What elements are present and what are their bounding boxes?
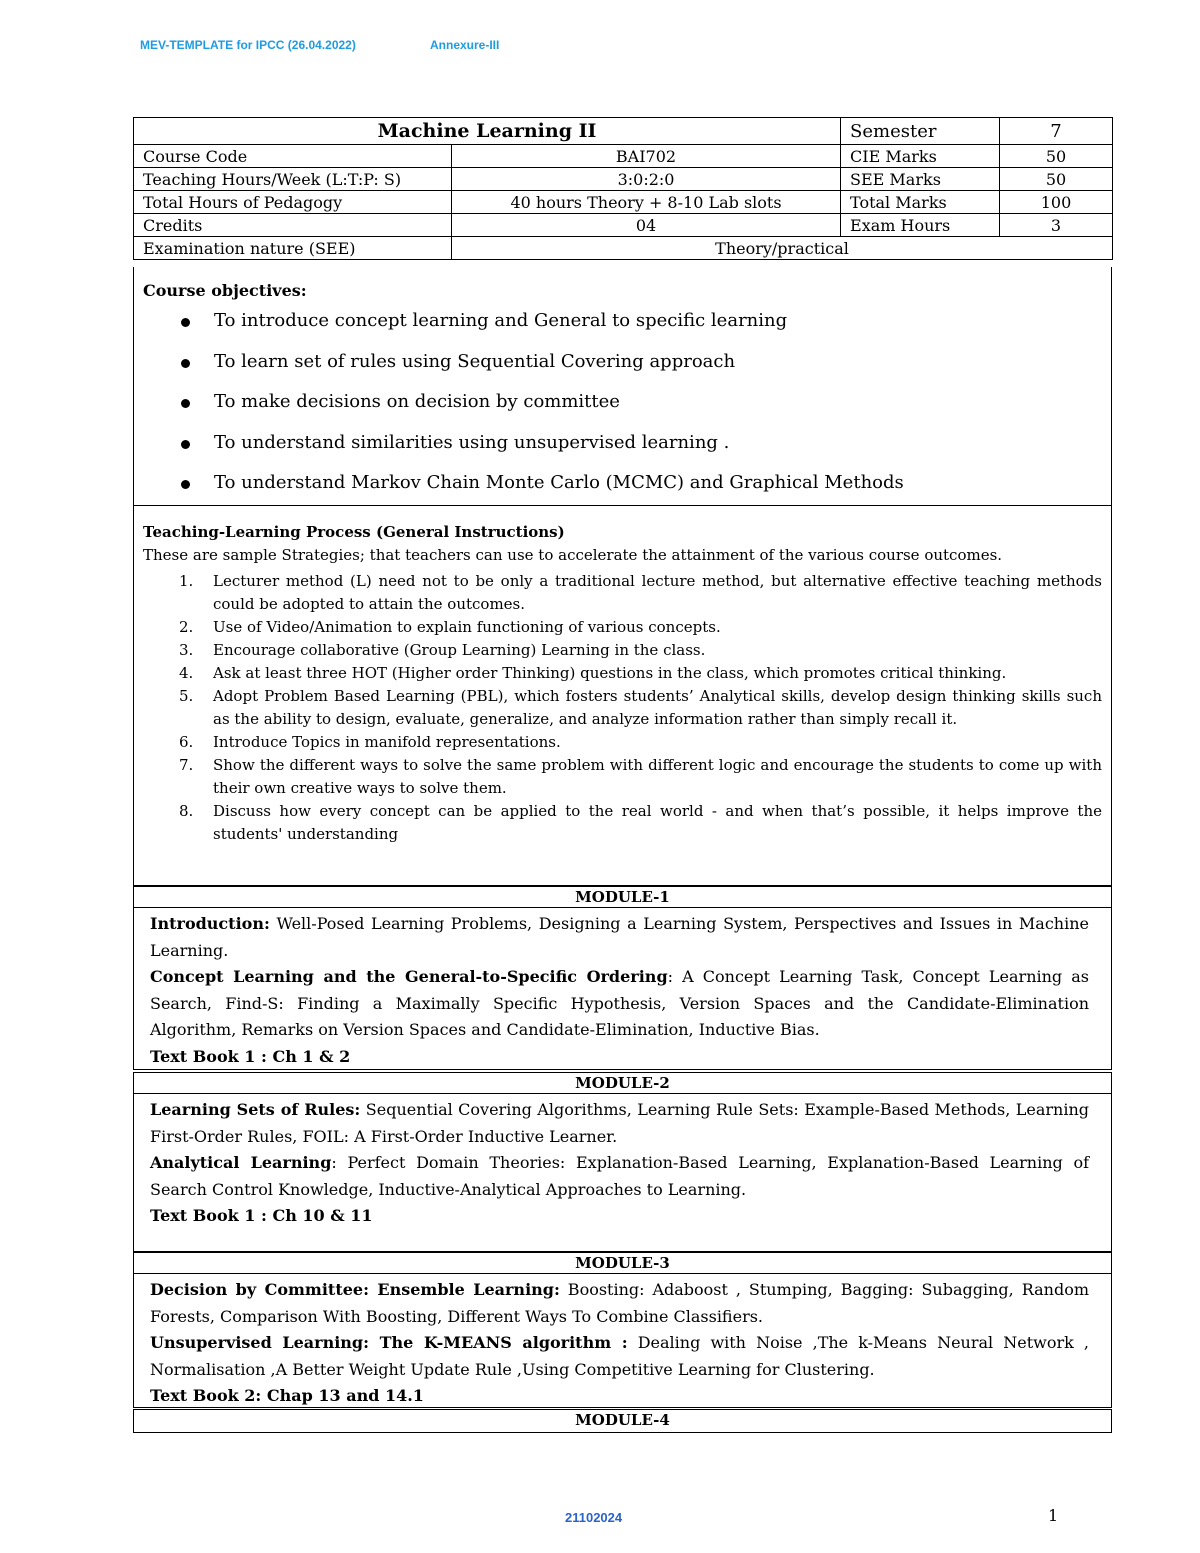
exam-hours-label: Exam Hours — [841, 214, 1000, 237]
module-1-concept — [150, 964, 1089, 1044]
strategy-number: 6. — [179, 733, 194, 751]
course-objectives-section — [133, 267, 1112, 506]
teaching-hours-label: Teaching Hours/Week (L:T:P: S) — [134, 168, 452, 191]
module-3-textbook — [150, 1383, 1089, 1410]
credits-value: 04 — [452, 214, 841, 237]
strategy-number: 3. — [179, 641, 194, 659]
teaching-hours-row — [134, 168, 1113, 191]
module-1-intro-label: Introduction: — [150, 914, 270, 933]
footer-document-id: 21102024 — [565, 1510, 623, 1525]
module-1-concept-label: Concept Learning and the General-to-Specific Ordering — [150, 967, 668, 986]
strategy-item — [134, 616, 1102, 639]
teaching-intro: These are sample Strategies; that teachers can use to accelerate the attainment of the various course outcomes. — [143, 546, 1003, 564]
credits-label: Credits — [134, 214, 452, 237]
course-code-row — [134, 145, 1113, 168]
strategy-number: 4. — [179, 664, 194, 682]
pedagogy-label: Total Hours of Pedagogy — [134, 191, 452, 214]
objective-item: To understand similarities using unsupervised learning . — [174, 433, 904, 474]
template-label: MEV-TEMPLATE for IPCC (26.04.2022) — [140, 38, 356, 52]
cie-marks-label: CIE Marks — [841, 145, 1000, 168]
see-marks-label: SEE Marks — [841, 168, 1000, 191]
module-3-textbook-text: Text Book 2: Chap 13 and 14.1 — [150, 1386, 424, 1405]
exam-nature-value: Theory/practical — [452, 237, 1113, 260]
teaching-hours-value: 3:0:2:0 — [452, 168, 841, 191]
strategy-number: 5. — [179, 687, 194, 705]
total-marks-value: 100 — [1000, 191, 1113, 214]
page-number: 1 — [1048, 1506, 1059, 1525]
module-3-content — [133, 1274, 1112, 1408]
module-2-analytical-text: : Perfect Domain Theories: Explanation-Based Learning, Explanation-Based Learning of Search Control Knowledge, Inductive-Analytical Approaches to Learning. — [150, 1153, 1090, 1199]
objective-item: To learn set of rules using Sequential Covering approach — [174, 352, 904, 393]
strategy-text: Ask at least three HOT (Higher order Thinking) questions in the class, which promotes critical thinking. — [213, 664, 1007, 682]
strategy-item — [134, 639, 1102, 662]
strategy-text: Discuss how every concept can be applied to the real world - and when that’s possible, it helps improve the students' understanding — [213, 802, 1102, 843]
module-2-textbook-text: Text Book 1 : Ch 10 & 11 — [150, 1206, 373, 1225]
exam-hours-value: 3 — [1000, 214, 1113, 237]
semester-value: 7 — [1000, 118, 1113, 145]
objectives-heading: Course objectives: — [143, 281, 307, 300]
strategy-item — [134, 754, 1102, 800]
exam-nature-label: Examination nature (SEE) — [134, 237, 452, 260]
strategy-text: Use of Video/Animation to explain functioning of various concepts. — [213, 618, 721, 636]
module-2-textbook — [150, 1203, 1089, 1230]
strategy-text: Show the different ways to solve the same problem with different logic and encourage the students to come up with their own creative ways to solve them. — [213, 756, 1102, 797]
module-1-content — [133, 908, 1112, 1070]
objectives-list — [174, 311, 904, 514]
module-1-heading: MODULE-1 — [133, 886, 1112, 908]
module-2-rules-text: Sequential Covering Algorithms, Learning Rule Sets: Example-Based Methods, Learning First-Order Rules, FOIL: A First-Order Inductive Learner. — [150, 1100, 1089, 1146]
strategy-number: 7. — [179, 756, 194, 774]
exam-nature-row — [134, 237, 1113, 260]
course-info-table — [133, 117, 1113, 260]
module-3-heading: MODULE-3 — [133, 1252, 1112, 1274]
module-3-unsupervised-label: Unsupervised Learning: The K-MEANS algorithm : — [150, 1333, 628, 1352]
module-4-heading: MODULE-4 — [133, 1409, 1112, 1433]
course-title-row — [134, 118, 1113, 145]
module-3-committee-text: Boosting: Adaboost , Stumping, Bagging: Subagging, Random Forests, Comparison With Boosting, Different Ways To Combine Classifiers. — [150, 1280, 1089, 1326]
module-3-unsupervised — [150, 1330, 1089, 1383]
module-2-rules — [150, 1097, 1089, 1150]
pedagogy-value: 40 hours Theory + 8-10 Lab slots — [452, 191, 841, 214]
strategy-text: Introduce Topics in manifold representations. — [213, 733, 561, 751]
strategy-text: Encourage collaborative (Group Learning) Learning in the class. — [213, 641, 706, 659]
course-title: Machine Learning II — [134, 118, 841, 145]
strategy-item — [134, 662, 1102, 685]
objective-item: To understand Markov Chain Monte Carlo (MCMC) and Graphical Methods — [174, 473, 904, 514]
course-code-label: Course Code — [134, 145, 452, 168]
strategy-item — [134, 570, 1102, 616]
semester-label: Semester — [841, 118, 1000, 145]
module-1-intro — [150, 911, 1089, 964]
strategy-item — [134, 685, 1102, 731]
module-3-committee — [150, 1277, 1089, 1330]
module-3-committee-label: Decision by Committee: Ensemble Learning: — [150, 1280, 560, 1299]
see-marks-value: 50 — [1000, 168, 1113, 191]
module-1-intro-text: Well-Posed Learning Problems, Designing a Learning System, Perspectives and Issues in Machine Learning. — [150, 914, 1089, 960]
module-1-textbook-text: Text Book 1 : Ch 1 & 2 — [150, 1046, 351, 1066]
module-2-analytical-label: Analytical Learning — [150, 1153, 332, 1172]
strategy-item — [134, 800, 1102, 846]
strategy-text: Adopt Problem Based Learning (PBL), which fosters students’ Analytical skills, develop design thinking skills such as the ability to design, evaluate, generalize, and analyze information rather than simply recall it. — [213, 687, 1102, 728]
total-marks-label: Total Marks — [841, 191, 1000, 214]
strategy-number: 8. — [179, 802, 194, 820]
module-3-unsupervised-text: Dealing with Noise ,The k-Means Neural Network , Normalisation ,A Better Weight Update Rule ,Using Competitive Learning for Clustering. — [150, 1333, 1089, 1379]
cie-marks-value: 50 — [1000, 145, 1113, 168]
module-1-concept-text: : A Concept Learning Task, Concept Learning as Search, Find-S: Finding a Maximally Specific Hypothesis, Version Spaces and the Candidate-Elimination Algorithm, Remarks on Version Spaces and Candidate-Elimination, Inductive Bias. — [150, 967, 1090, 1039]
module-2-heading: MODULE-2 — [133, 1072, 1112, 1094]
module-2-rules-label: Learning Sets of Rules: — [150, 1100, 361, 1119]
credits-row — [134, 214, 1113, 237]
module-2-analytical — [150, 1150, 1089, 1203]
strategy-text: Lecturer method (L) need not to be only a traditional lecture method, but alternative effective teaching methods could be adopted to attain the outcomes. — [213, 572, 1102, 613]
teaching-learning-section — [133, 506, 1112, 886]
strategy-item — [134, 731, 1102, 754]
teaching-heading: Teaching-Learning Process (General Instructions) — [143, 523, 565, 541]
strategy-number: 2. — [179, 618, 194, 636]
pedagogy-row — [134, 191, 1113, 214]
page-header — [140, 38, 500, 52]
module-1-textbook — [150, 1044, 1089, 1071]
objective-item: To introduce concept learning and General to specific learning — [174, 311, 904, 352]
strategy-number: 1. — [179, 572, 194, 590]
objective-item: To make decisions on decision by committee — [174, 392, 904, 433]
course-code-value: BAI702 — [452, 145, 841, 168]
module-2-content — [133, 1094, 1112, 1252]
teaching-strategies-list — [134, 570, 1102, 846]
annexure-label: Annexure-III — [430, 38, 500, 52]
